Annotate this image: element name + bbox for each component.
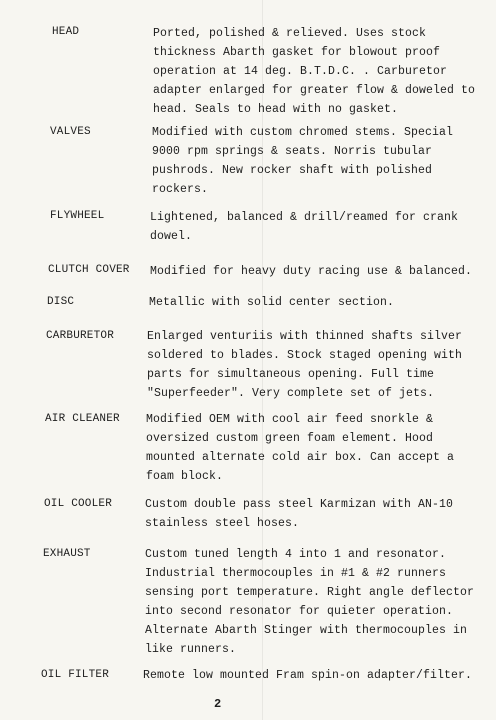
spec-label: CARBURETOR	[46, 330, 115, 342]
spec-label: DISC	[47, 296, 75, 308]
desc-line: Modified with custom chromed stems. Special	[152, 126, 454, 139]
desc-line: parts for simultaneous opening. Full time	[147, 368, 435, 381]
spec-description	[150, 208, 458, 246]
desc-line: pushrods. New rocker shaft with polished	[152, 164, 433, 177]
page-number: 2	[214, 697, 222, 711]
spec-label: HEAD	[52, 26, 80, 38]
desc-line: Custom double pass steel Karmizan with AN-10	[145, 498, 454, 511]
desc-line: Remote low mounted Fram spin-on adapter/filter.	[143, 669, 473, 682]
desc-line: into second resonator for quieter operation.	[145, 605, 454, 618]
desc-line: sensing port temperature. Right angle deflector	[145, 586, 475, 599]
spec-label: OIL FILTER	[41, 669, 110, 681]
spec-label: VALVES	[50, 126, 91, 138]
desc-line: Ported, polished & relieved. Uses stock	[153, 27, 427, 40]
spec-description	[150, 262, 472, 281]
spec-description	[145, 495, 453, 533]
spec-label: OIL COOLER	[44, 498, 113, 510]
spec-description	[146, 410, 454, 486]
desc-line: head. Seals to head with no gasket.	[153, 103, 399, 116]
desc-line: rockers.	[152, 183, 209, 196]
desc-line: dowel.	[150, 230, 193, 243]
desc-line: 9000 rpm springs & seats. Norris tubular	[152, 145, 433, 158]
spec-label: FLYWHEEL	[50, 210, 105, 222]
desc-line: Custom tuned length 4 into 1 and resonator.	[145, 548, 447, 561]
spec-label: AIR CLEANER	[45, 413, 120, 425]
desc-line: soldered to blades. Stock staged opening with	[147, 349, 463, 362]
spec-label: EXHAUST	[43, 548, 91, 560]
desc-line: Industrial thermocouples in #1 & #2 runners	[145, 567, 447, 580]
desc-line: Modified for heavy duty racing use & balanced.	[150, 265, 473, 278]
desc-line: Alternate Abarth Stinger with thermocouples in	[145, 624, 468, 637]
desc-line: adapter enlarged for greater flow & doweled to	[153, 84, 476, 97]
desc-line: Lightened, balanced & drill/reamed for crank	[150, 211, 459, 224]
desc-line: Modified OEM with cool air feed snorkle &	[146, 413, 434, 426]
desc-line: mounted alternate cold air box. Can accept a	[146, 451, 455, 464]
desc-line: Metallic with solid center section.	[149, 296, 395, 309]
desc-line: foam block.	[146, 470, 224, 483]
desc-line: like runners.	[145, 643, 237, 656]
spec-description	[152, 123, 453, 199]
desc-line: "Superfeeder". Very complete set of jets.	[147, 387, 435, 400]
desc-line: stainless steel hoses.	[145, 517, 300, 530]
spec-description	[147, 327, 462, 403]
spec-description	[153, 24, 475, 119]
spec-description	[149, 293, 394, 312]
desc-line: operation at 14 deg. B.T.D.C. . Carburetor	[153, 65, 448, 78]
desc-line: oversized custom green foam element. Hood	[146, 432, 434, 445]
desc-line: Enlarged venturiis with thinned shafts silver	[147, 330, 463, 343]
spec-label: CLUTCH COVER	[48, 264, 130, 276]
spec-description	[145, 545, 474, 659]
spec-description	[143, 666, 472, 685]
desc-line: thickness Abarth gasket for blowout proof	[153, 46, 441, 59]
